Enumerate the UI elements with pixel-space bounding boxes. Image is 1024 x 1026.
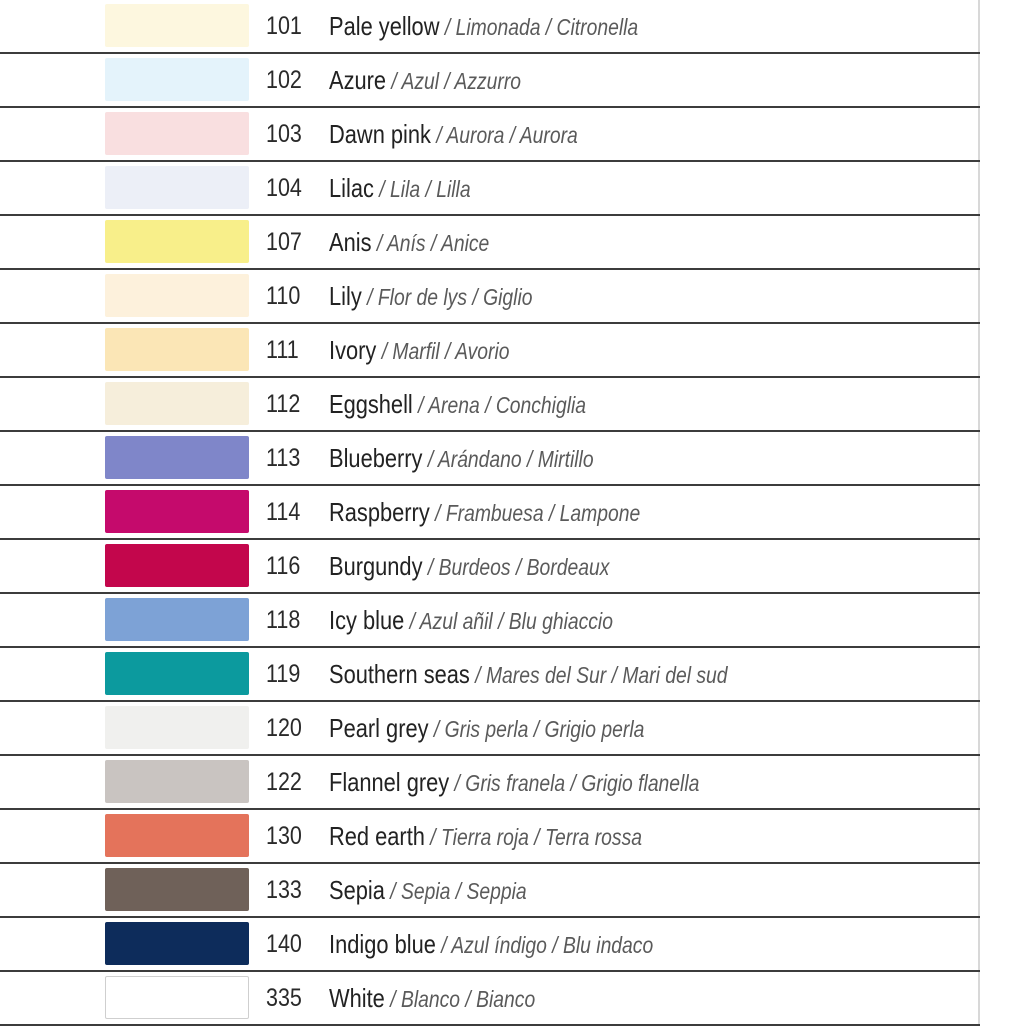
color-code: 112 (266, 390, 301, 418)
color-name-english: Raspberry (329, 497, 430, 527)
name-separator: / (449, 770, 466, 796)
color-swatch (105, 652, 249, 695)
color-names (329, 388, 586, 425)
color-swatch (105, 436, 249, 479)
color-row-122 (0, 756, 980, 810)
color-names (329, 874, 527, 911)
name-separator: / (376, 338, 393, 364)
name-separator: / (373, 176, 391, 202)
color-row-335 (0, 972, 980, 1026)
color-code: 114 (266, 498, 301, 526)
name-separator: / (466, 284, 484, 310)
color-row-107 (0, 216, 980, 270)
color-swatch (105, 274, 249, 317)
name-separator: / (435, 932, 452, 958)
color-name-english: Azure (329, 65, 387, 95)
color-names (329, 550, 609, 587)
color-name-english: Burgundy (329, 551, 423, 581)
color-name-english: Sepia (329, 875, 385, 905)
name-separator: / (565, 770, 582, 796)
color-name-spanish: Lila (390, 176, 421, 202)
color-names (329, 496, 640, 533)
color-name-english: Eggshell (329, 389, 413, 419)
color-name-italian: Grigio perla (544, 716, 645, 742)
name-separator: / (384, 878, 401, 904)
color-swatch (105, 598, 249, 641)
color-name-spanish: Arena (428, 392, 480, 418)
color-names (329, 820, 642, 857)
name-separator: / (469, 662, 486, 688)
color-code: 120 (266, 714, 302, 742)
color-name-spanish: Limonada (455, 14, 541, 40)
color-name-english: Dawn pink (329, 119, 431, 149)
color-row-118 (0, 594, 980, 648)
name-separator: / (425, 230, 441, 256)
color-name-italian: Mirtillo (537, 446, 594, 472)
color-name-english: Anis (329, 227, 372, 257)
name-separator: / (430, 122, 447, 148)
color-names (329, 928, 653, 965)
color-name-spanish: Tierra roja (441, 824, 529, 850)
color-swatch (105, 544, 249, 587)
name-separator: / (492, 608, 509, 634)
name-separator: / (424, 824, 442, 850)
color-row-110 (0, 270, 980, 324)
color-swatch (105, 328, 249, 371)
color-code: 118 (266, 606, 301, 634)
color-name-italian: Lampone (559, 500, 641, 526)
color-row-120 (0, 702, 980, 756)
color-name-spanish: Gris franela (465, 770, 566, 796)
color-names (329, 64, 521, 101)
color-name-italian: Bordeaux (526, 554, 610, 580)
color-names (329, 280, 533, 317)
name-separator: / (460, 986, 477, 1012)
color-names (329, 982, 535, 1019)
color-name-english: Indigo blue (329, 929, 436, 959)
color-row-112 (0, 378, 980, 432)
color-code: 119 (266, 660, 301, 688)
name-separator: / (528, 824, 545, 850)
color-swatch (105, 868, 249, 911)
name-separator: / (543, 500, 560, 526)
color-name-italian: Blu ghiaccio (508, 608, 613, 634)
color-swatch (105, 814, 249, 857)
name-separator: / (521, 446, 538, 472)
color-names (329, 712, 644, 749)
color-row-119 (0, 648, 980, 702)
color-code: 104 (266, 174, 302, 202)
color-name-english: Lily (329, 281, 362, 311)
color-swatch (105, 4, 249, 47)
color-name-english: Icy blue (329, 605, 405, 635)
color-code: 116 (266, 552, 301, 580)
name-separator: / (420, 176, 437, 202)
color-code: 130 (266, 822, 302, 850)
name-separator: / (404, 608, 420, 634)
name-separator: / (528, 716, 545, 742)
color-name-english: White (329, 983, 385, 1013)
name-separator: / (386, 68, 402, 94)
color-name-english: Pale yellow (329, 11, 440, 41)
color-row-116 (0, 540, 980, 594)
name-separator: / (540, 14, 557, 40)
color-name-spanish: Anís (386, 230, 426, 256)
color-row-140 (0, 918, 980, 972)
name-separator: / (439, 338, 456, 364)
color-name-spanish: Arándano (437, 446, 522, 472)
color-name-spanish: Sepia (400, 878, 451, 904)
color-name-english: Blueberry (329, 443, 423, 473)
color-row-111 (0, 324, 980, 378)
color-name-english: Red earth (329, 821, 425, 851)
color-row-133 (0, 864, 980, 918)
color-name-spanish: Azul índigo (451, 932, 547, 958)
color-name-italian: Conchiglia (495, 392, 587, 418)
color-code: 335 (266, 984, 302, 1012)
color-name-spanish: Mares del Sur (485, 662, 607, 688)
color-name-spanish: Gris perla (444, 716, 529, 742)
color-swatch (105, 112, 249, 155)
color-name-italian: Grigio flanella (581, 770, 700, 796)
name-separator: / (371, 230, 387, 256)
color-name-italian: Lilla (436, 176, 471, 202)
color-code: 113 (266, 444, 301, 472)
color-code: 101 (266, 12, 302, 40)
color-names (329, 658, 728, 695)
color-name-italian: Seppia (466, 878, 527, 904)
color-name-english: Ivory (329, 335, 377, 365)
color-names (329, 604, 613, 641)
name-separator: / (361, 284, 378, 310)
color-name-spanish: Blanco (400, 986, 461, 1012)
name-separator: / (384, 986, 401, 1012)
color-row-130 (0, 810, 980, 864)
color-swatch (105, 166, 249, 209)
color-name-spanish: Azul añil (419, 608, 493, 634)
color-code: 102 (266, 66, 302, 94)
color-names (329, 10, 638, 47)
color-names (329, 226, 489, 263)
color-row-102 (0, 54, 980, 108)
color-names (329, 118, 578, 155)
color-swatch (105, 706, 249, 749)
name-separator: / (606, 662, 623, 688)
color-swatch (105, 976, 249, 1019)
color-name-spanish: Aurora (446, 122, 505, 148)
color-swatch (105, 382, 249, 425)
color-row-103 (0, 108, 980, 162)
color-code: 133 (266, 876, 302, 904)
color-name-spanish: Flor de lys (377, 284, 467, 310)
name-separator: / (510, 554, 527, 580)
color-row-113 (0, 432, 980, 486)
color-swatch (105, 490, 249, 533)
name-separator: / (422, 554, 439, 580)
color-code: 122 (266, 768, 302, 796)
color-name-italian: Blu indaco (562, 932, 654, 958)
color-code: 140 (266, 930, 302, 958)
color-name-english: Flannel grey (329, 767, 450, 797)
color-swatch (105, 922, 249, 965)
color-name-italian: Anice (440, 230, 490, 256)
color-name-italian: Bianco (476, 986, 536, 1012)
color-row-101 (0, 0, 980, 54)
color-swatch (105, 58, 249, 101)
name-separator: / (422, 446, 438, 472)
color-name-english: Southern seas (329, 659, 470, 689)
name-separator: / (429, 500, 446, 526)
color-name-italian: Terra rossa (544, 824, 643, 850)
name-separator: / (439, 68, 455, 94)
color-names (329, 334, 509, 371)
name-separator: / (504, 122, 520, 148)
color-row-104 (0, 162, 980, 216)
color-swatch (105, 760, 249, 803)
color-name-spanish: Azul (401, 68, 440, 94)
color-name-italian: Mari del sud (622, 662, 728, 688)
color-row-114 (0, 486, 980, 540)
color-name-spanish: Marfil (392, 338, 440, 364)
color-name-english: Pearl grey (329, 713, 429, 743)
name-separator: / (412, 392, 429, 418)
name-separator: / (439, 14, 456, 40)
color-swatch (105, 220, 249, 263)
color-name-italian: Giglio (483, 284, 533, 310)
color-code: 107 (266, 228, 302, 256)
color-code: 110 (266, 282, 301, 310)
color-names (329, 172, 471, 209)
color-name-italian: Avorio (455, 338, 510, 364)
color-name-spanish: Frambuesa (445, 500, 544, 526)
color-name-italian: Azzurro (454, 68, 522, 94)
color-code: 103 (266, 120, 302, 148)
name-separator: / (428, 716, 445, 742)
name-separator: / (546, 932, 563, 958)
color-name-italian: Aurora (519, 122, 578, 148)
color-code: 111 (266, 336, 299, 364)
color-names (329, 766, 699, 803)
color-name-english: Lilac (329, 173, 374, 203)
color-names (329, 442, 594, 479)
color-name-spanish: Burdeos (438, 554, 511, 580)
name-separator: / (450, 878, 467, 904)
name-separator: / (479, 392, 496, 418)
color-name-italian: Citronella (556, 14, 639, 40)
